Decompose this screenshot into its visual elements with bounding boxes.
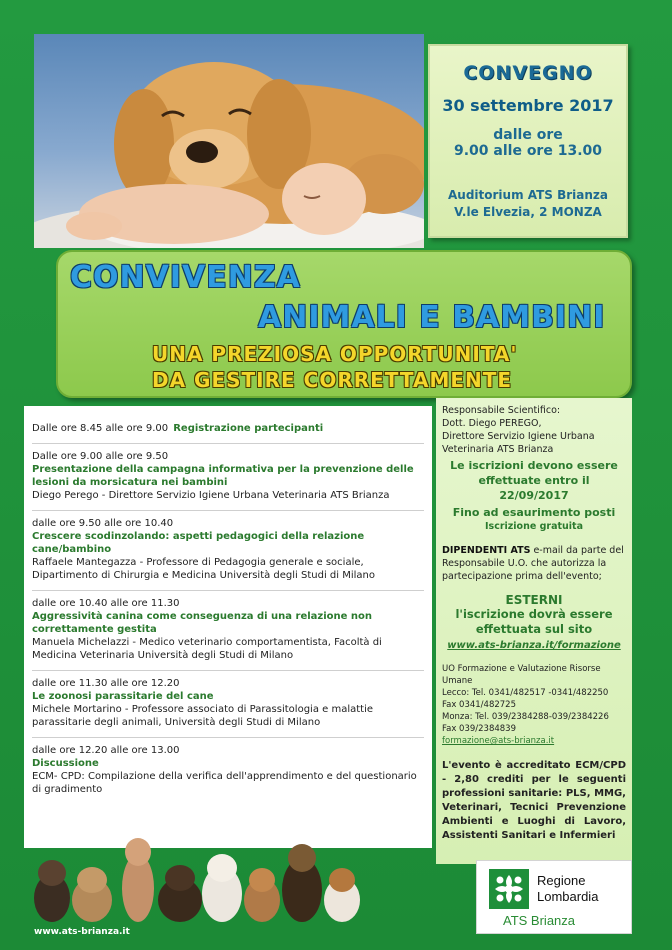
scientific-responsible xyxy=(442,404,626,456)
title-banner xyxy=(56,250,632,398)
divider xyxy=(32,737,424,738)
external-text: l'iscrizione dovrà essere effettuata sul sito xyxy=(455,607,613,636)
slot-time: dalle ore 12.20 alle ore 13.00 xyxy=(32,745,180,756)
puppies-illustration xyxy=(30,828,364,924)
slot-title: Presentazione della campagna informativa per la prevenzione delle lesioni da morsicatura nei bambini xyxy=(32,464,414,488)
slot-time: dalle ore 9.50 alle ore 10.40 xyxy=(32,518,174,529)
uo-title: UO Formazione e Valutazione Risorse Umane xyxy=(442,664,601,686)
divider xyxy=(32,443,424,444)
event-info-box xyxy=(428,44,628,238)
employees-label: DIPENDENTI ATS xyxy=(442,545,531,556)
ecm-credits-note: L'evento è accreditato ECM/CPD - 2,80 crediti per le seguenti professioni sanitarie: PLS, MMG, Veterinari, Tecnici Prevenzione Ambienti e Luoghi di Lavoro, Assistenti Sanitari e Infermieri xyxy=(442,760,626,841)
slot-title: Registrazione partecipanti xyxy=(173,423,324,434)
training-office-contacts xyxy=(442,663,626,747)
event-date: 30 settembre 2017 xyxy=(442,96,614,115)
logo-ats: ATS Brianza xyxy=(503,913,576,928)
banner-title-line1: CONVIVENZA xyxy=(70,260,301,295)
registration-info-panel xyxy=(436,398,632,864)
slot-time: dalle ore 11.30 alle ore 12.20 xyxy=(32,678,180,689)
employees-text: e-mail da parte del Responsabile U.O. che autorizza la partecipazione prima dell'evento; xyxy=(442,545,624,582)
event-time-range: 9.00 alle ore 13.00 xyxy=(453,143,602,159)
uo-email-link[interactable]: formazione@ats-brianza.it xyxy=(442,736,555,746)
slot-title: Aggressività canina come conseguenza di una relazione non correttamente gestita xyxy=(32,611,373,635)
divider xyxy=(32,590,424,591)
uo-lecco: Lecco: Tel. 0341/482517 -0341/482250 xyxy=(442,688,609,698)
slot-time: Dalle ore 9.00 alle ore 9.50 xyxy=(32,451,169,462)
program-slot xyxy=(32,517,424,582)
employees-note xyxy=(442,544,626,583)
program-panel xyxy=(24,406,432,848)
hero-photo xyxy=(34,34,424,248)
program-slot xyxy=(32,677,424,729)
program-slot xyxy=(32,450,424,502)
event-title: CONVEGNO xyxy=(463,62,593,84)
logo-region-line2: Lombardia xyxy=(537,889,599,904)
uo-monza: Monza: Tel. 039/2384288-039/2384226 xyxy=(442,712,609,722)
logo-region-line1: Regione xyxy=(537,873,586,888)
slot-time: dalle ore 10.40 alle ore 11.30 xyxy=(32,598,180,609)
registration-limit: Fino ad esaurimento posti xyxy=(452,506,616,519)
dog-and-baby-illustration xyxy=(34,34,424,248)
event-venue-line2: V.le Elvezia, 2 MONZA xyxy=(454,205,602,219)
banner-title-line2: ANIMALI E BAMBINI xyxy=(258,300,606,335)
puppies-photo xyxy=(30,828,364,924)
event-time-from: dalle ore xyxy=(493,127,563,143)
slot-speaker: Raffaele Mantegazza - Professore di Pedagogia generale e sociale, Dipartimento di Chirurgia e Medicina Università degli Studi di Milano xyxy=(32,557,375,581)
slot-title: Le zoonosi parassitarie del cane xyxy=(32,691,214,702)
resp-line2: Dott. Diego PEREGO, xyxy=(442,418,542,429)
program-slot xyxy=(32,744,424,796)
uo-monza-fax: Fax 039/2384839 xyxy=(442,724,516,734)
slot-time: Dalle ore 8.45 alle ore 9.00 xyxy=(32,423,169,434)
resp-line3: Direttore Servizio Igiene Urbana Veterinaria ATS Brianza xyxy=(442,431,595,455)
registration-free: Iscrizione gratuita xyxy=(485,521,583,532)
banner-subtitle-line2: DA GESTIRE CORRETTAMENTE xyxy=(152,368,513,392)
banner-subtitle-line1: UNA PREZIOSA OPPORTUNITA' xyxy=(152,342,518,366)
slot-speaker: ECM- CPD: Compilazione della verifica dell'apprendimento e del questionario di gradimento xyxy=(32,771,417,795)
slot-speaker: Diego Perego - Direttore Servizio Igiene Urbana Veterinaria ATS Brianza xyxy=(32,490,390,501)
program-slot xyxy=(32,416,424,435)
event-venue xyxy=(430,187,626,221)
program-slot xyxy=(32,597,424,662)
slot-speaker: Michele Mortarino - Professore associato di Parassitologia e malattie parassitarie degli animali, Università degli Studi di Milano xyxy=(32,704,374,728)
slot-speaker: Manuela Michelazzi - Medico veterinario comportamentista, Facoltà di Medicina Veterinaria Università degli Studi di Milano xyxy=(32,637,382,661)
registration-link[interactable]: www.ats-brianza.it/formazione xyxy=(447,640,621,651)
slot-title: Crescere scodinzolando: aspetti pedagogici della relazione cane/bambino xyxy=(32,531,365,555)
external-title: ESTERNI xyxy=(505,593,563,607)
slot-title: Discussione xyxy=(32,758,99,769)
rosa-camuna-icon xyxy=(489,869,529,909)
event-venue-line1: Auditorium ATS Brianza xyxy=(447,188,609,202)
uo-lecco-fax: Fax 0341/482725 xyxy=(442,700,516,710)
resp-line1: Responsabile Scientifico: xyxy=(442,405,561,416)
regione-lombardia-logo xyxy=(476,860,632,934)
divider xyxy=(32,670,424,671)
registration-deadline: Le iscrizioni devono essere effettuate entro il 22/09/2017 xyxy=(450,459,618,502)
divider xyxy=(32,510,424,511)
footer-website[interactable]: www.ats-brianza.it xyxy=(34,927,130,937)
